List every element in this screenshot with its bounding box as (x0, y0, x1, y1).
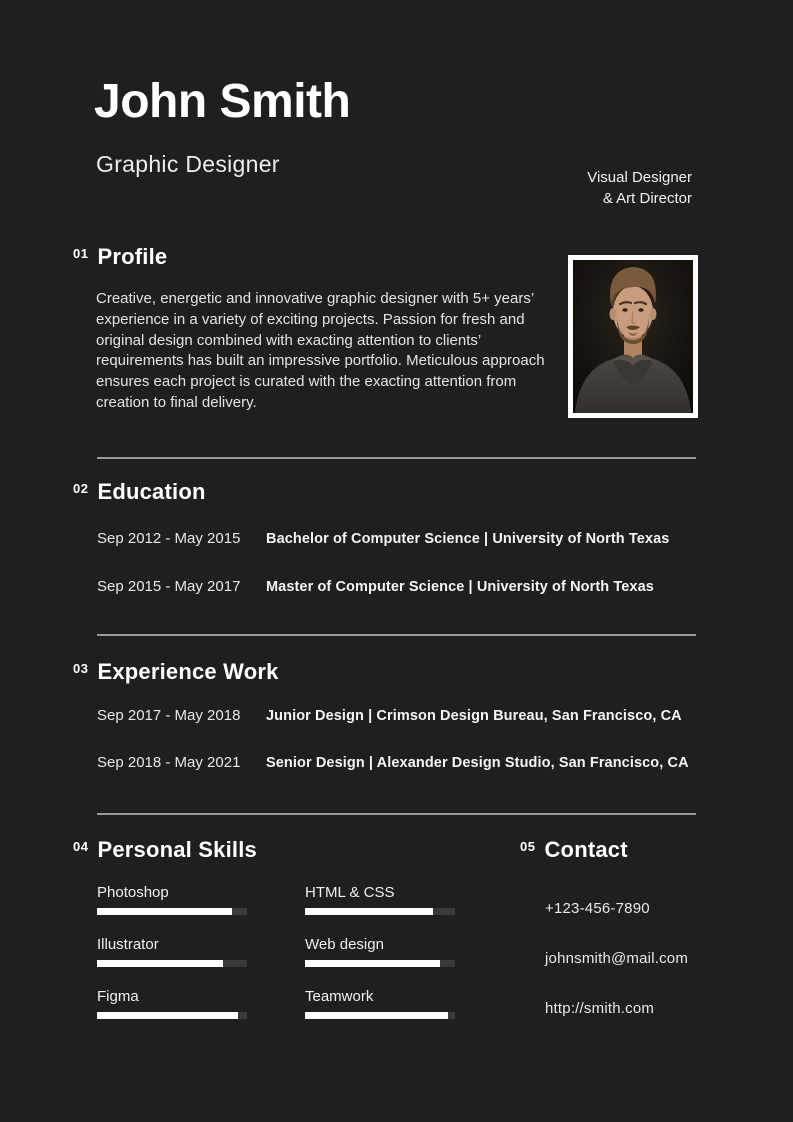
divider (97, 457, 696, 459)
skill-bar (97, 908, 247, 915)
portrait-photo (568, 255, 698, 418)
section-number: 05 (520, 839, 536, 854)
education-row (97, 530, 669, 547)
education-dates: Sep 2012 - May 2015 (97, 530, 241, 547)
section-profile-heading (73, 245, 167, 269)
tagline (587, 167, 692, 209)
skill-bar (97, 1012, 247, 1019)
section-title: Contact (544, 837, 628, 862)
contact-website: http://smith.com (545, 1000, 655, 1017)
divider (97, 813, 696, 815)
section-title: Education (97, 479, 206, 504)
section-number: 04 (73, 839, 89, 854)
experience-row (97, 707, 682, 724)
skill-label: Illustrator (97, 936, 159, 953)
skill-item (305, 936, 455, 967)
education-dates: Sep 2015 - May 2017 (97, 578, 241, 595)
section-number: 03 (73, 661, 89, 676)
experience-dates: Sep 2018 - May 2021 (97, 754, 241, 771)
tagline-line-2: & Art Director (602, 190, 692, 207)
section-experience-heading (73, 660, 279, 684)
profile-text: Creative, energetic and innovative graphic designer with 5+ years’ experience in a variety of exciting projects. Passion for fresh and original design combined with exacting attention to clients’ requirements has built an impressive portfolio. Meticulous approach ensures each project is curated with the exacting attention from creation to final delivery. (96, 290, 545, 411)
skill-bar-fill (97, 960, 223, 967)
skill-bar (97, 960, 247, 967)
skill-label: Figma (97, 988, 139, 1005)
skill-bar (305, 1012, 455, 1019)
contact-email: johnsmith@mail.com (545, 950, 689, 967)
section-title: Personal Skills (97, 837, 257, 862)
skill-bar-fill (97, 908, 232, 915)
skill-bar (305, 908, 455, 915)
skill-bar-fill (305, 960, 440, 967)
skill-item (305, 884, 455, 915)
section-contact-heading (520, 838, 628, 862)
person-name: John Smith (94, 75, 351, 128)
divider (97, 634, 696, 636)
skill-label: Web design (305, 936, 384, 953)
skill-bar-fill (305, 908, 433, 915)
tagline-line-1: Visual Designer (587, 169, 692, 186)
education-detail: Bachelor of Computer Science | University of North Texas (266, 531, 670, 547)
skill-item (97, 988, 247, 1019)
section-education-heading (73, 480, 206, 504)
section-title: Profile (97, 244, 168, 269)
section-title: Experience Work (97, 659, 279, 684)
experience-detail: Senior Design | Alexander Design Studio, San Francisco, CA (266, 755, 689, 771)
skill-label: Photoshop (97, 884, 169, 901)
education-row (97, 578, 654, 595)
education-detail: Master of Computer Science | University of North Texas (266, 579, 654, 595)
section-number: 02 (73, 481, 89, 496)
experience-dates: Sep 2017 - May 2018 (97, 707, 241, 724)
job-title: Graphic Designer (96, 151, 280, 177)
skill-bar (305, 960, 455, 967)
skill-label: Teamwork (305, 988, 374, 1005)
skill-label: HTML & CSS (305, 884, 395, 901)
skill-item (305, 988, 455, 1019)
skill-item (97, 936, 247, 967)
skill-item (97, 884, 247, 915)
experience-detail: Junior Design | Crimson Design Bureau, San Francisco, CA (266, 708, 682, 724)
contact-phone: +123-456-7890 (545, 900, 650, 917)
section-number: 01 (73, 246, 89, 261)
skill-bar-fill (97, 1012, 238, 1019)
skill-bar-fill (305, 1012, 448, 1019)
experience-row (97, 754, 689, 771)
portrait-photo-illustration (573, 260, 693, 413)
section-skills-heading (73, 838, 257, 862)
